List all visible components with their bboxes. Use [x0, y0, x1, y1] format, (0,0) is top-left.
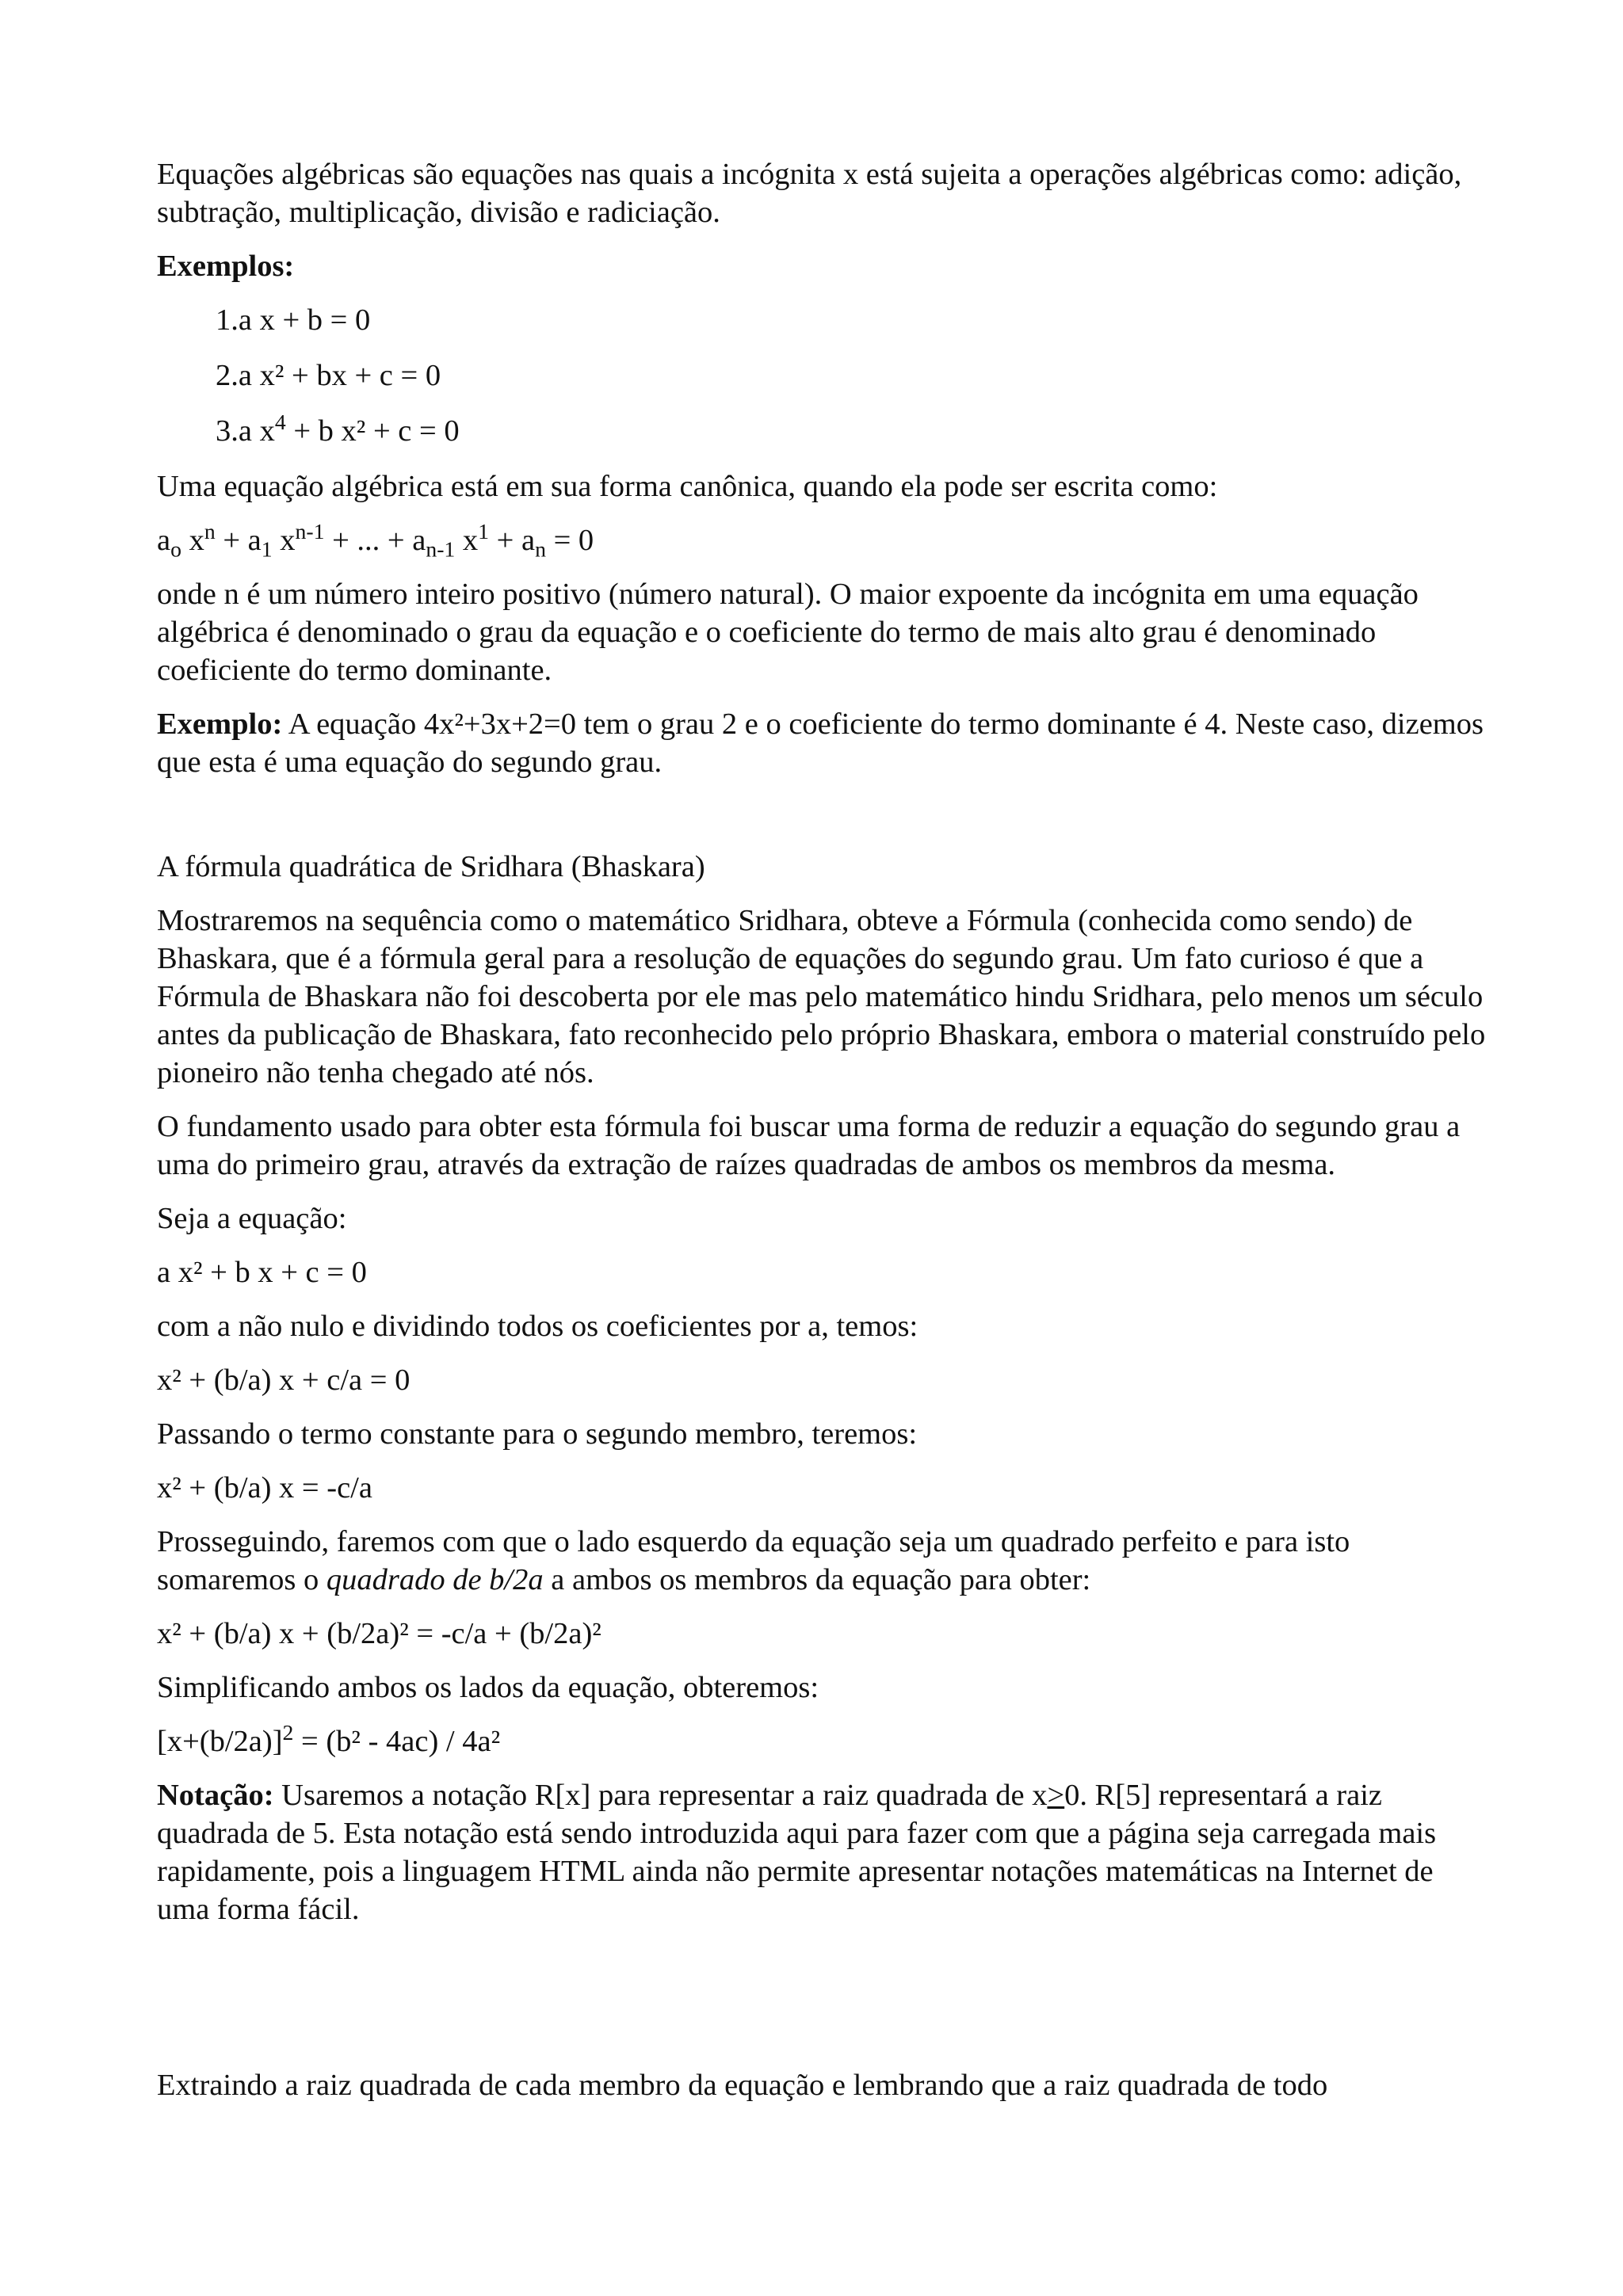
- step-2-text: Passando o termo constante para o segundo membro, teremos:: [157, 1417, 918, 1451]
- step-4-text: Simplificando ambos os lados da equação, obteremos:: [157, 1671, 819, 1704]
- equation-4: x² + (b/a) x + (b/2a)² = -c/a + (b/2a)²: [157, 1617, 601, 1650]
- equation-2: x² + (b/a) x + c/a = 0: [157, 1363, 411, 1397]
- canonical-intro: Uma equação algébrica está em sua forma canônica, quando ela pode ser escrita como:: [157, 470, 1218, 503]
- equation-3: x² + (b/a) x = -c/a: [157, 1471, 372, 1505]
- equation-1: a x² + b x + c = 0: [157, 1256, 367, 1289]
- equation-5: $[x+(b/2a)]^2 = (b^2 - 4ac) / 4a^2$: [157, 1720, 501, 1758]
- seja-text: Seja a equação:: [157, 1202, 347, 1235]
- final-paragraph: Extraindo a raiz quadrada de cada membro da equação e lembrando que a raiz quadrada de todo: [157, 2069, 1328, 2102]
- canonical-explanation: onde n é um número inteiro positivo (número natural). O maior expoente da incógnita em uma equação algébrica é denominado o grau da equação e o coeficiente do termo de mais alto grau é denominado coeficiente do termo dominante.: [157, 578, 1419, 687]
- list-item: 3.a $x^4 + b$ x² + c = 0: [216, 410, 460, 448]
- example-paragraph: Exemplo: A equação 4x²+3x+2=0 tem o grau 2 e o coeficiente do termo dominante é 4. Neste caso, dizemos que esta é uma equação do segundo grau.: [157, 707, 1484, 779]
- step-3-text: Prosseguindo, faremos com que o lado esquerdo da equação seja um quadrado perfeito e para isto somaremos o quadrado de b/2a a ambos os membros da equação para obter:: [157, 1525, 1350, 1596]
- history-paragraph: Mostraremos na sequência como o matemático Sridhara, obteve a Fórmula (conhecida como sendo) de Bhaskara, que é a fórmula geral para a resolução de equações do segundo grau. Um fato curioso é que a Fórmula de Bhaskara não foi descoberta por ele mas pelo matemático hindu Sridhara, pelo menos um século antes da publicação de Bhaskara, fato reconhecido pelo próprio Bhaskara, embora o material construído pelo pioneiro não tenha chegado até nós.: [157, 904, 1486, 1089]
- step-1-text: com a não nulo e dividindo todos os coeficientes por a, temos:: [157, 1310, 918, 1343]
- intro-paragraph: Equações algébricas são equações nas quais a incógnita x está sujeita a operações algébricas como: adição, subtração, multiplicação, divisão e radiciação.: [157, 158, 1462, 229]
- list-item: 1.a x + b = 0: [216, 303, 371, 337]
- examples-heading: Exemplos:: [157, 250, 295, 283]
- notation-paragraph: Notação: Usaremos a notação R[x] para representar a raiz quadrada de x>0. R[5] representará a raiz quadrada de 5. Esta notação está sendo introduzida aqui para fazer com que a página seja carregada mais rapidamente, pois a linguagem HTML ainda não permite apresentar notações matemáticas na Internet de uma forma fácil.: [157, 1779, 1437, 1926]
- document-page: [157, 155, 1488, 2120]
- list-item: 2.a x² + bx + c = 0: [216, 359, 441, 392]
- foundation-paragraph: O fundamento usado para obter esta fórmula foi buscar uma forma de reduzir a equação do segundo grau a uma do primeiro grau, através da extração de raízes quadradas de ambos os membros da mesma.: [157, 1110, 1461, 1181]
- canonical-equation: $a_o$ $x^n + a_1$ $x^{n-1}$ + ... + $a_{n-1}$ $x^1 + a_n = 0$: [157, 519, 594, 562]
- section-title: A fórmula quadrática de Sridhara (Bhaskara): [157, 850, 705, 883]
